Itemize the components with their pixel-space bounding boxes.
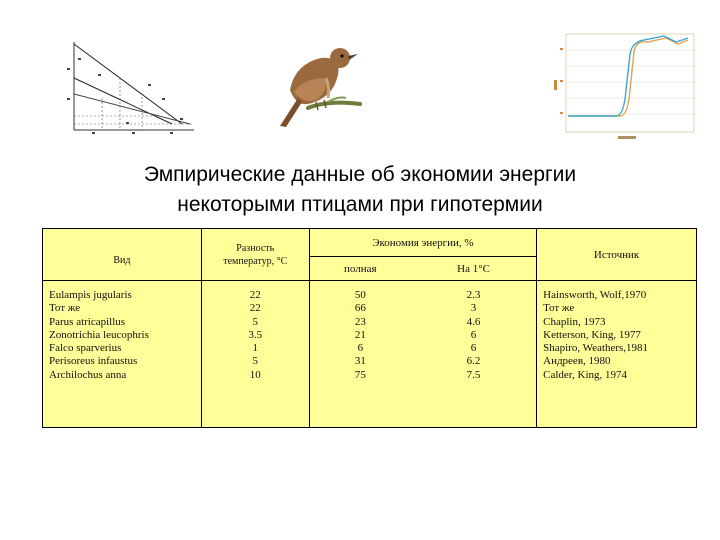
full-savings-cell: 21: [354, 328, 366, 341]
temp-diff-cell: 22: [249, 302, 261, 315]
full-savings-cell: 50: [354, 289, 366, 301]
header-source: Источник: [537, 229, 697, 281]
per-degree-cell: 6: [470, 328, 477, 341]
source-cell: Shapiro, Weathers,1981: [543, 342, 649, 355]
header-species: Вид: [43, 229, 202, 281]
full-savings-cell: 66: [354, 302, 366, 315]
temp-diff-cell: 3.5: [248, 328, 263, 341]
temp-diff-cell: 5: [252, 355, 258, 368]
temp-diff-cell: 1: [252, 342, 258, 355]
temp-diff-cell: 22: [249, 289, 261, 301]
species-cell: Eulampis jugularis: [49, 289, 132, 301]
per-degree-column: [411, 281, 537, 428]
source-cell: Chaplin, 1973: [543, 315, 606, 328]
temp-diff-cell: 10: [249, 368, 261, 381]
title-line-1: Эмпирические данные об экономии энергии: [143, 163, 577, 186]
bird-illustration: [268, 38, 368, 130]
header-savings-group: Экономия энергии, %: [309, 229, 536, 257]
energy-savings-table: [42, 228, 697, 428]
per-degree-cell: 3: [470, 302, 477, 315]
species-cell: Archilochus anna: [49, 368, 127, 381]
source-cell: Тот же: [543, 302, 575, 315]
source-cell: Hainsworth, Wolf,1970: [543, 289, 647, 301]
per-degree-cell: 7.5: [466, 368, 481, 381]
species-cell: Parus atricapillus: [49, 315, 126, 328]
per-degree-cell: 6.2: [466, 355, 481, 368]
full-savings-column: [309, 281, 411, 428]
temp-diff-column: [201, 281, 309, 428]
temperature-curve-figure: [548, 30, 700, 145]
species-cell: Тот же: [49, 302, 81, 315]
temp-diff-cell: 5: [252, 315, 258, 328]
species-cell: Zonotrichia leucophris: [49, 328, 149, 341]
full-savings-cell: 6: [357, 342, 364, 355]
per-degree-cell: 2.3: [466, 289, 481, 301]
source-column: [537, 281, 697, 428]
source-cell: Calder, King, 1974: [543, 368, 628, 381]
header-full: полная: [309, 257, 411, 281]
source-cell: Андреев, 1980: [543, 355, 611, 368]
per-degree-cell: 4.6: [466, 315, 481, 328]
page-title: [60, 160, 660, 220]
source-cell: Ketterson, King, 1977: [543, 328, 641, 341]
per-degree-cell: 6: [470, 342, 477, 355]
full-savings-cell: 31: [354, 355, 366, 368]
full-savings-cell: 75: [354, 368, 366, 381]
species-column: [43, 281, 202, 428]
full-savings-cell: 23: [354, 315, 366, 328]
header-temp-diff: Разность температур, °C: [201, 229, 309, 281]
title-line-2: некоторыми птицами при гипотермии: [177, 193, 543, 216]
species-cell: Perisoreus infaustus: [49, 355, 138, 368]
header-per-degree: На 1°C: [411, 257, 537, 281]
species-cell: Falco sparverius: [49, 342, 122, 355]
line-diagram-figure: [62, 38, 202, 138]
